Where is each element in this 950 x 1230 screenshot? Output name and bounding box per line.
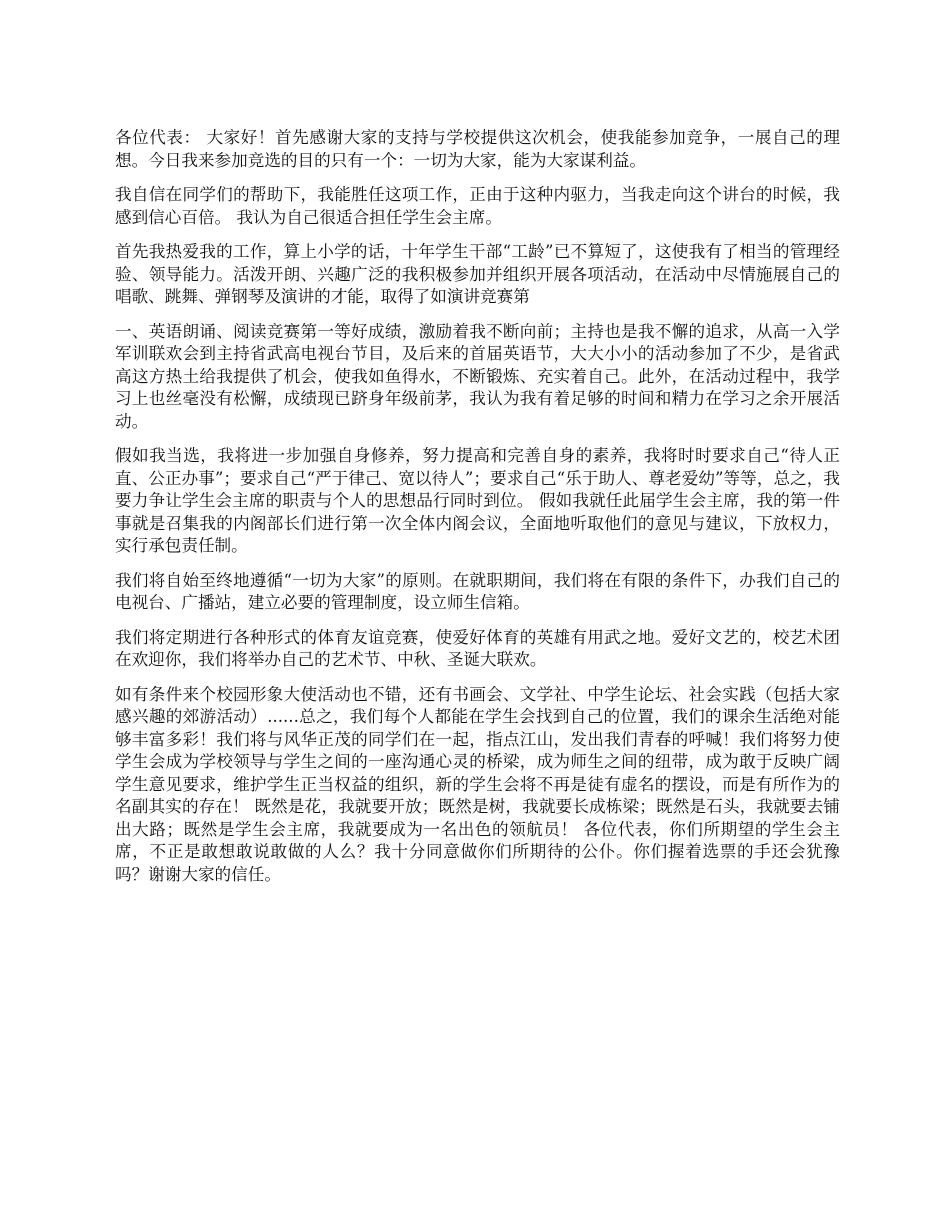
document-body xyxy=(115,127,840,898)
paragraph-8: 如有条件来个校园形象大使活动也不错，还有书画会、文学社、中学生论坛、社会实践（包括大家感兴趣的郊游活动）......总之，我们每个人都能在学生会找到自己的位置，我们的课余生活绝对能够丰富多彩！我们将与风华正茂的同学们在一起，指点江山，发出我们青春的呼喊！我们将努力使学生会成为学校领导与学生之间的一座沟通心灵的桥梁，成为师生之间的纽带，成为敢于反映广阔学生意见要求，维护学生正当权益的组织，新的学生会将不再是徒有虚名的摆设，而是有所作为的名副其实的存在！ 既然是花，我就要开放；既然是树，我就要长成栋梁；既然是石头，我就要去铺出大路；既然是学生会主席，我就要成为一名出色的领航员！ 各位代表，你们所期望的学生会主席，不正是敢想敢说敢做的人么？我十分同意做你们所期待的公仆。你们握着选票的手还会犹豫吗？谢谢大家的信任。 xyxy=(115,684,840,884)
paragraph-4: 一、英语朗诵、阅读竞赛第一等好成绩，激励着我不断向前；主持也是我不懈的追求，从高一入学军训联欢会到主持省武高电视台节目，及后来的首届英语节，大大小小的活动参加了不少，是省武高这方热土给我提供了机会，使我如鱼得水，不断锻炼、充实着自己。此外，在活动过程中，我学习上也丝毫没有松懈，成绩现已跻身年级前茅，我认为我有着足够的时间和精力在学习之余开展活动。 xyxy=(115,321,840,431)
paragraph-3: 首先我热爱我的工作，算上小学的话，十年学生干部“工龄”已不算短了，这使我有了相当的管理经验、领导能力。活泼开朗、兴趣广泛的我积极参加并组织开展各项活动，在活动中尽情施展自己的唱歌、跳舞、弹钢琴及演讲的才能，取得了如演讲竞赛第 xyxy=(115,242,840,306)
paragraph-2: 我自信在同学们的帮助下，我能胜任这项工作，正由于这种内驱力，当我走向这个讲台的时候，我感到信心百倍。 我认为自己很适合担任学生会主席。 xyxy=(115,185,840,227)
paragraph-7: 我们将定期进行各种形式的体育友谊竞赛，使爱好体育的英雄有用武之地。爱好文艺的，校艺术团在欢迎你，我们将举办自己的艺术节、中秋、圣诞大联欢。 xyxy=(115,627,840,669)
paragraph-1: 各位代表： 大家好！首先感谢大家的支持与学校提供这次机会，使我能参加竞争，一展自己的理想。今日我来参加竞选的目的只有一个：一切为大家，能为大家谋利益。 xyxy=(115,128,840,170)
paragraph-6: 我们将自始至终地遵循“一切为大家”的原则。在就职期间，我们将在有限的条件下，办我们自己的电视台、广播站，建立必要的管理制度，设立师生信箱。 xyxy=(115,570,840,612)
paragraph-5: 假如我当选，我将进一步加强自身修养，努力提高和完善自身的素养，我将时时要求自己“待人正直、公正办事”；要求自己“严于律己、宽以待人”；要求自己“乐于助人、尊老爱幼”等等，总之，我要力争让学生会主席的职责与个人的思想品行同时到位。 假如我就任此届学生会主席，我的第一件事就是召集我的内阁部长们进行第一次全体内阁会议，全面地听取他们的意见与建议，下放权力，实行承包责任制。 xyxy=(115,446,840,555)
